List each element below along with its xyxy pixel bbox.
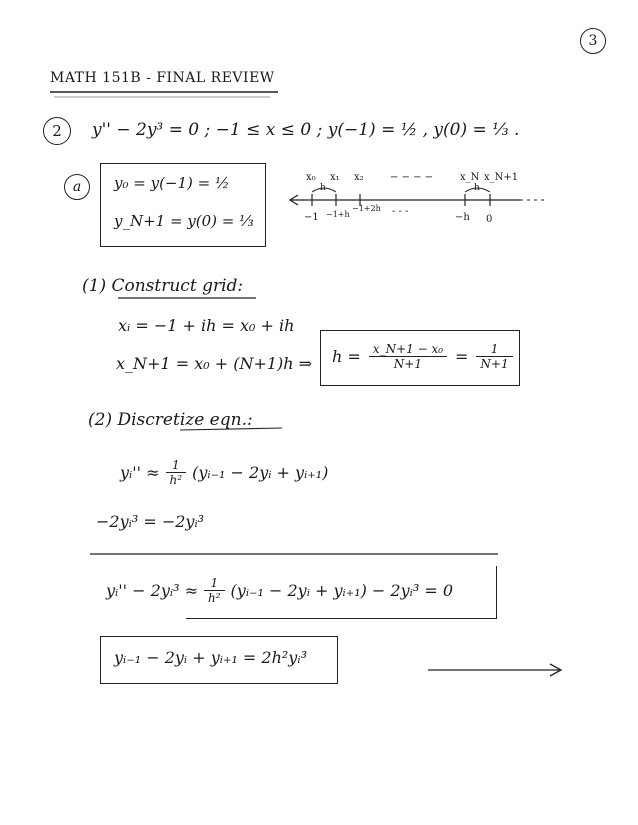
combined-rhs: (yᵢ₋₁ − 2yᵢ + yᵢ₊₁) − 2yᵢ³ = 0: [230, 581, 454, 600]
fraction-denominator: N+1: [393, 357, 422, 371]
grid-top-label: x_N: [460, 172, 480, 183]
problem-number: 2: [43, 117, 71, 145]
grid-h-mark: h: [320, 183, 326, 193]
part-a-label: a: [64, 174, 90, 200]
combined-lhs: yᵢ'' − 2yᵢ³ ≈: [106, 581, 198, 600]
step1-title: (1) Construct grid:: [82, 276, 244, 296]
grid-bottom-label: - - -: [392, 206, 409, 217]
step-size-fraction-simplified: [476, 342, 512, 371]
step2-title: (2) Discretize eqn.:: [88, 410, 253, 430]
grid-top-label: x₁: [330, 172, 340, 183]
cubic-term: −2yᵢ³ = −2yᵢ³: [96, 512, 205, 531]
fraction-numerator: 1: [476, 342, 512, 357]
page-number: 3: [580, 28, 606, 54]
grid-top-label: x₂: [354, 172, 364, 183]
grid-bottom-label: −1: [304, 212, 319, 223]
grid-top-label: − − − −: [390, 172, 434, 183]
grid-bottom-label: 0: [486, 214, 493, 225]
fraction-denominator: h²: [169, 473, 183, 487]
grid-formula: xᵢ = −1 + ih = x₀ + ih: [118, 316, 295, 335]
step-size-lhs: h =: [332, 347, 361, 366]
approx-lhs: yᵢ'' ≈: [120, 463, 160, 482]
grid-bottom-label: −1+h: [326, 210, 350, 219]
step-size-fraction: [369, 342, 447, 371]
grid-top-label: x₀: [306, 172, 316, 183]
approx-fraction: [166, 458, 187, 487]
fraction-denominator: h²: [207, 591, 221, 605]
fraction-denominator: N+1: [480, 357, 509, 371]
combined-equation: [106, 576, 453, 605]
approx-rhs: (yᵢ₋₁ − 2yᵢ + yᵢ₊₁): [192, 463, 329, 482]
equals-sign: =: [455, 347, 469, 366]
page-title: MATH 151B - FINAL REVIEW: [50, 70, 275, 86]
problem-statement: y'' − 2y³ = 0 ; −1 ≤ x ≤ 0 ; y(−1) = ½ , y(0) = ⅓ .: [92, 120, 520, 140]
final-equation: yᵢ₋₁ − 2yᵢ + yᵢ₊₁ = 2h²yᵢ³: [114, 648, 307, 667]
fraction-numerator: 1: [166, 458, 187, 473]
fraction-numerator: x_N+1 − x₀: [369, 342, 447, 357]
boundary-condition-2: y_N+1 = y(0) = ⅓: [114, 212, 254, 230]
grid-top-label: x_N+1: [484, 172, 519, 183]
boundary-condition-1: y₀ = y(−1) = ½: [114, 174, 230, 192]
second-derivative-approx: [120, 458, 328, 487]
grid-h-mark: h: [474, 183, 480, 193]
grid-endpoint-formula: x_N+1 = x₀ + (N+1)h ⇒: [116, 354, 313, 373]
fraction-numerator: 1: [204, 576, 225, 591]
combined-fraction: [204, 576, 225, 605]
grid-bottom-label: −1+2h: [352, 204, 381, 213]
grid-bottom-label: −h: [455, 212, 470, 223]
step-size-formula: [332, 342, 513, 371]
